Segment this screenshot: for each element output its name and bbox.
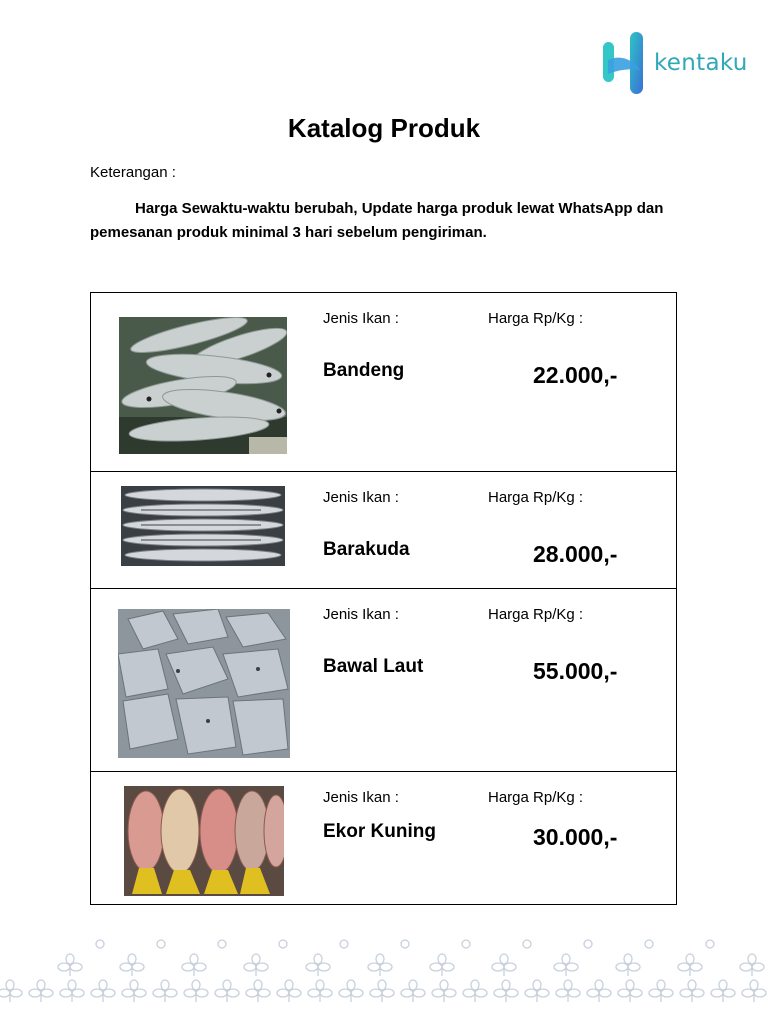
bandeng-fish-photo <box>119 317 287 454</box>
ekor-kuning-fish-photo <box>124 786 284 896</box>
page-title: Katalog Produk <box>287 113 481 143</box>
product-price: 55.000,- <box>533 658 618 684</box>
harga-label: Harga Rp/Kg : <box>488 310 584 327</box>
harga-label: Harga Rp/Kg : <box>488 489 584 506</box>
jenis-ikan-label: Jenis Ikan : <box>323 489 399 506</box>
harga-label: Harga Rp/Kg : <box>488 789 584 806</box>
jenis-ikan-label: Jenis Ikan : <box>323 310 399 327</box>
jenis-ikan-label: Jenis Ikan : <box>323 789 399 806</box>
product-catalog-table <box>90 292 677 905</box>
footer-decorative-pattern <box>0 935 768 1024</box>
bawal-laut-fish-photo <box>118 609 290 758</box>
jenis-ikan-label: Jenis Ikan : <box>323 606 399 623</box>
kentaku-logo-icon <box>600 30 656 96</box>
product-price: 30.000,- <box>533 824 618 850</box>
brand-name: kentaku <box>654 50 748 76</box>
product-row <box>91 589 676 772</box>
product-name: Bandeng <box>323 360 405 381</box>
product-name: Ekor Kuning <box>323 821 436 842</box>
product-row <box>91 293 676 472</box>
barakuda-fish-photo <box>121 486 285 566</box>
product-row <box>91 772 676 906</box>
keterangan-text: Harga Sewaktu-waktu berubah, Update harga produk lewat WhatsApp dan pemesanan produk minimal 3 hari sebelum pengiriman. <box>90 200 664 241</box>
product-name: Barakuda <box>323 539 410 560</box>
product-name: Bawal Laut <box>323 656 424 677</box>
product-row <box>91 472 676 589</box>
kentaku-logo <box>600 28 760 98</box>
product-price: 28.000,- <box>533 541 618 567</box>
harga-label: Harga Rp/Kg : <box>488 606 584 623</box>
product-price: 22.000,- <box>533 362 618 388</box>
keterangan-label: Keterangan : <box>90 164 176 181</box>
